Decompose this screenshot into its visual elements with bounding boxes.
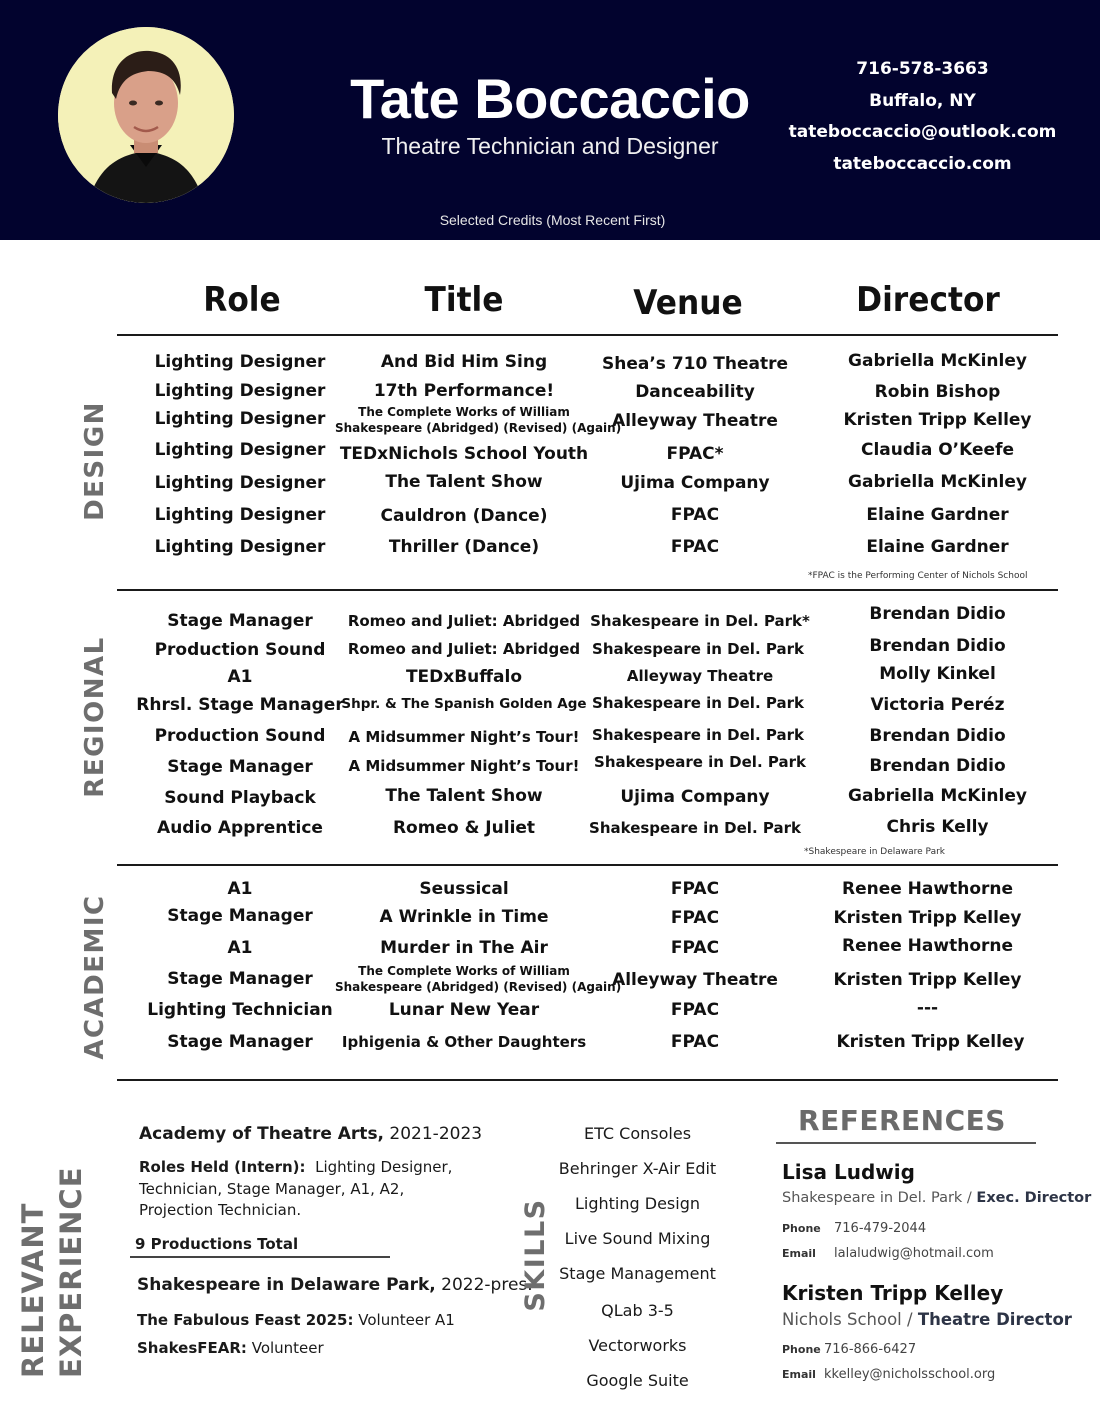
director-cell: Kristen Tripp Kelley [833,908,1022,928]
venue-cell: Shakespeare in Del. Park* [590,612,810,630]
experience-item [137,1339,324,1357]
phone-value[interactable]: 716-479-2044 [834,1221,927,1236]
title-cell: Romeo and Juliet: Abridged [347,640,581,658]
reference-org [782,1190,1091,1206]
title-cell: A Midsummer Night’s Tour! [348,757,580,775]
person-portrait-icon [58,27,234,203]
org-name: Academy of Theatre Arts, [139,1124,385,1144]
roles-text: Lighting Designer, [315,1158,453,1176]
title-cell: Lunar New Year [388,1000,540,1020]
contact-email[interactable]: tateboccaccio@outlook.com [788,122,1057,142]
title-cell: Seussical [419,879,509,899]
director-cell: Gabriella McKinley [848,351,1027,371]
productions-total: 9 Productions Total [135,1235,299,1253]
skill-item: Google Suite [586,1371,689,1390]
reference-phone [782,1221,926,1236]
role-cell: Lighting Designer [154,473,326,493]
divider [117,1079,1058,1081]
role-cell: Production Sound [154,726,326,746]
title-cell: Murder in The Air [380,938,548,958]
reference-phone [782,1342,916,1357]
item-value: Volunteer [251,1339,324,1357]
section-label-academic: ACADEMIC [80,894,110,1060]
director-cell: Renee Hawthorne [841,879,1014,899]
role-cell: Rhrsl. Stage Manager [136,695,344,715]
section-label-skills: SKILLS [520,1198,551,1312]
title-cell: Iphigenia & Other Daughters [341,1033,587,1051]
skill-item: Lighting Design [575,1194,700,1213]
director-cell: Gabriella McKinley [848,472,1027,492]
role-cell: A1 [227,667,253,687]
director-cell: Brendan Didio [869,756,1006,776]
director-cell: Brendan Didio [869,726,1006,746]
title-cell-line2: Shakespeare (Abridged) (Revised) (Again) [335,980,622,994]
title-cell: And Bid Him Sing [380,352,548,372]
venue-cell: Ujima Company [620,787,770,807]
position-text: Exec. Director [976,1190,1092,1206]
role-cell: Stage Manager [167,757,313,777]
divider [776,1142,1036,1144]
org-text: Shakespeare in Del. Park / [782,1190,972,1206]
title-cell: Romeo & Juliet [392,818,536,838]
venue-cell: FPAC* [666,444,724,464]
experience-item [137,1311,455,1329]
venue-cell: Shakespeare in Del. Park [592,726,804,744]
venue-cell: FPAC [670,1032,720,1052]
director-cell: Elaine Gardner [866,505,1009,525]
venue-cell: FPAC [670,938,720,958]
director-cell: Gabriella McKinley [848,786,1027,806]
position-text: Theatre Director [917,1310,1072,1329]
phone-value[interactable]: 716-866-6427 [824,1342,917,1357]
director-cell: Claudia O’Keefe [860,440,1015,460]
candidate-tagline: Theatre Technician and Designer [381,133,719,159]
years: 2021-2023 [389,1124,483,1144]
title-cell-line2: Shakespeare (Abridged) (Revised) (Again) [335,421,622,435]
reference-email [782,1246,994,1261]
footnote-fpac: *FPAC is the Performing Center of Nichols School [808,571,1028,581]
venue-cell: FPAC [670,537,720,557]
title-cell: Shpr. & The Spanish Golden Age [341,696,587,712]
divider [117,334,1058,336]
role-cell: Stage Manager [167,969,313,989]
footnote-sidp: *Shakespeare in Delaware Park [804,847,945,857]
director-cell: Victoria Peréz [870,695,1005,715]
credits-note: Selected Credits (Most Recent First) [439,212,666,228]
role-cell: Lighting Designer [154,440,326,460]
venue-cell: FPAC [670,505,720,525]
email-label: Email [782,1368,816,1381]
venue-cell: FPAC [670,879,720,899]
role-cell: Stage Manager [167,1032,313,1052]
skill-item: ETC Consoles [583,1124,692,1143]
section-label-relevant-experience [14,1138,90,1378]
profile-photo [58,27,234,203]
role-cell: Audio Apprentice [157,818,323,838]
role-cell: A1 [227,879,253,899]
director-cell: Brendan Didio [869,604,1006,624]
org-name: Shakespeare in Delaware Park, [137,1275,436,1295]
title-cell: The Talent Show [385,786,543,806]
skill-item: Stage Management [559,1264,716,1283]
director-cell: Brendan Didio [869,636,1006,656]
references-heading: REFERENCES [798,1104,1006,1137]
header-banner [0,0,1100,240]
divider [117,864,1058,866]
contact-website[interactable]: tateboccaccio.com [833,153,1012,174]
email-value[interactable]: kkelley@nicholsschool.org [824,1367,996,1382]
skill-item: Behringer X-Air Edit [558,1159,717,1178]
contact-block [780,54,1065,180]
venue-cell: Alleyway Theatre [626,667,774,685]
role-cell: Lighting Designer [154,352,326,372]
venue-cell: FPAC [670,1000,720,1020]
roles-text: Technician, Stage Manager, A1, A2, [139,1179,405,1198]
venue-cell: FPAC [670,908,720,928]
director-cell: Robin Bishop [874,382,1001,402]
title-cell: TEDxBuffalo [405,667,523,687]
venue-cell: Alleyway Theatre [612,970,778,990]
title-cell: 17th Performance! [373,381,555,401]
label-line: RELEVANT [16,1202,50,1378]
title-cell-line1: The Complete Works of William [358,405,570,419]
column-header-venue: Venue [633,283,743,323]
title-cell: TEDxNichols School Youth [339,444,589,464]
director-cell: Elaine Gardner [866,537,1009,557]
years: 2022-pres. [441,1275,533,1295]
email-value[interactable]: lalaludwig@hotmail.com [834,1246,994,1261]
phone-label: Phone [782,1222,821,1235]
role-cell: Production Sound [154,640,326,660]
director-cell: Chris Kelly [886,817,989,837]
venue-cell: Shakespeare in Del. Park [594,753,806,771]
item-value: Volunteer A1 [358,1311,455,1329]
role-cell: Lighting Designer [154,381,326,401]
title-cell: Cauldron (Dance) [380,506,548,526]
org-text: Nichols School / [782,1310,913,1329]
role-cell: Lighting Designer [154,505,326,525]
contact-phone[interactable]: 716-578-3663 [856,59,989,79]
item-label: ShakesFEAR: [137,1339,247,1357]
contact-location: Buffalo, NY [869,90,976,111]
role-cell: Stage Manager [167,906,313,926]
director-cell: Molly Kinkel [879,664,996,684]
venue-cell: Shea’s 710 Theatre [602,354,788,374]
section-label-design: DESIGN [80,401,110,521]
skill-item: Live Sound Mixing [564,1229,711,1248]
title-cell: Thriller (Dance) [388,537,540,557]
venue-cell: Ujima Company [620,473,770,493]
venue-cell: Shakespeare in Del. Park [592,694,804,712]
column-header-role: Role [203,280,281,320]
phone-label: Phone [782,1343,821,1356]
email-label: Email [782,1247,816,1260]
title-cell: A Wrinkle in Time [379,907,549,927]
divider [130,1256,390,1258]
skill-item: QLab 3-5 [601,1301,674,1320]
reference-name: Lisa Ludwig [782,1160,915,1184]
director-cell: --- [916,998,939,1018]
role-cell: Sound Playback [164,788,316,808]
director-cell: Kristen Tripp Kelley [843,410,1032,430]
role-cell: Lighting Designer [154,409,326,429]
divider [117,589,1058,591]
label-line: EXPERIENCE [54,1166,88,1378]
reference-email [782,1367,995,1382]
title-cell-line1: The Complete Works of William [358,964,570,978]
venue-cell: Danceability [635,382,755,402]
title-cell: The Talent Show [385,472,543,492]
candidate-name: Tate Boccaccio [350,67,750,130]
experience-academy-heading [139,1124,482,1144]
reference-org [782,1310,1072,1329]
venue-cell: Shakespeare in Del. Park [589,819,801,837]
roles-label: Roles Held (Intern): [139,1158,306,1176]
director-cell: Renee Hawthorne [841,936,1014,956]
venue-cell: Shakespeare in Del. Park [592,640,804,658]
title-cell: Romeo and Juliet: Abridged [347,612,581,630]
role-cell: A1 [227,938,253,958]
skill-item: Vectorworks [588,1336,687,1355]
experience-sidp-heading [137,1275,533,1295]
experience-academy-roles [139,1157,452,1222]
role-cell: Lighting Technician [147,1000,333,1020]
column-header-director: Director [856,280,1000,320]
reference-name: Kristen Tripp Kelley [782,1281,1004,1305]
role-cell: Stage Manager [167,611,313,631]
role-cell: Lighting Designer [154,537,326,557]
director-cell: Kristen Tripp Kelley [833,970,1022,990]
venue-cell: Alleyway Theatre [612,411,778,431]
column-header-title: Title [424,280,504,320]
section-label-regional: REGIONAL [80,636,110,798]
item-label: The Fabulous Feast 2025: [137,1311,354,1329]
title-cell: A Midsummer Night’s Tour! [348,728,580,746]
director-cell: Kristen Tripp Kelley [836,1032,1025,1052]
roles-text: Projection Technician. [139,1201,302,1219]
